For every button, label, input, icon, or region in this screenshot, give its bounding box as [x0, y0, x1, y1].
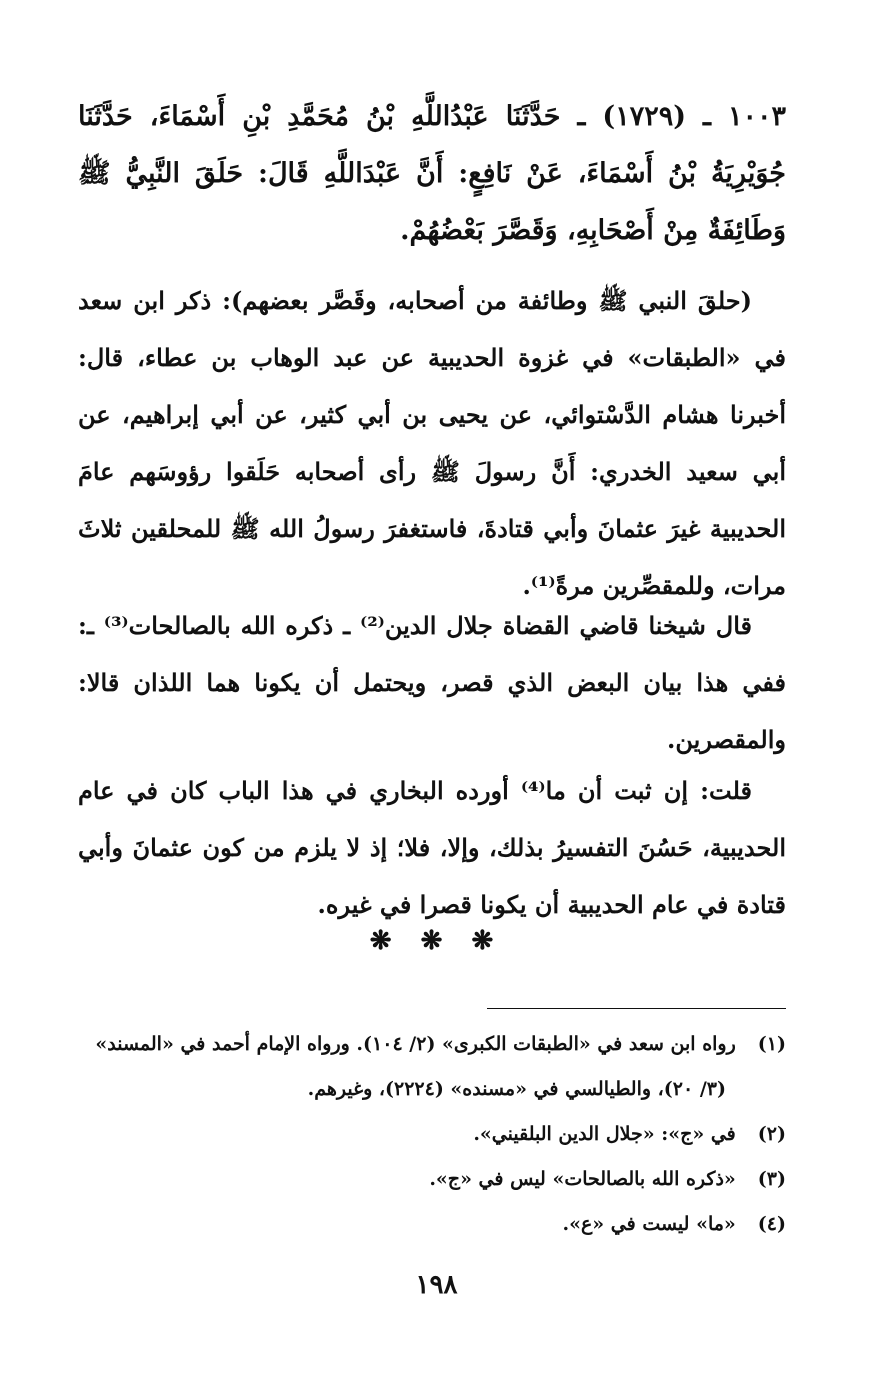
footnote-divider — [487, 1008, 786, 1009]
commentary-paragraph-1-text: (حلقَ النبي ﷺ وطائفة من أصحابه، وقَصَّر بعضهم): ذكر ابن سعد في «الطبقات» في غزوة الحديبية عن عبد الوهاب بن عطاء، قال: أخبرنا هشام الدَّسْتوائي، عن يحيى بن أبي كثير، عن أبي إبراهيم، عن أبي سعيد الخدري: أَنَّ رسولَ ﷺ رأى أصحابه حَلَقوا رؤوسَهم عامَ الحديبية غيرَ عثمانَ وأبي قتادةَ، فاستغفرَ رسولُ الله ﷺ للمحلقين ثلاثَ مرات، وللمقصِّرين مرةً⁽¹⁾. — [78, 286, 786, 600]
footnotes — [78, 1022, 786, 1247]
footnote-4 — [78, 1202, 786, 1247]
footnote-number: (٤) — [757, 1213, 786, 1235]
footnote-text: رواه ابن سعد في «الطبقات الكبرى» (٢/ ١٠٤). ورواه الإمام أحمد في «المسند» — [95, 1033, 736, 1055]
hadith-text: ١٠٠٣ ـ (١٧٢٩) ـ حَدَّثَنَا عَبْدُاللَّهِ بْنُ مُحَمَّدِ بْنِ أَسْمَاءَ، حَدَّثَنَا جُوَيْرِيَةُ بْنُ أَسْمَاءَ، عَنْ نَافِعٍ: أَنَّ عَبْدَاللَّهِ قَالَ: حَلَقَ النَّبِيُّ ﷺ وَطَائِفَةٌ مِنْ أَصْحَابِهِ، وَقَصَّرَ بَعْضُهُمْ. — [78, 101, 786, 246]
commentary-paragraph-2-text: قال شيخنا قاضي القضاة جلال الدين⁽²⁾ ـ ذكره الله بالصالحات⁽³⁾ ـ: ففي هذا بيان البعض الذي قصر، ويحتمل أن يكونا هما اللذان قالا: والمقصرين. — [78, 611, 787, 754]
section-separator: ❋ ❋ ❋ — [369, 926, 504, 956]
footnote-2 — [78, 1112, 786, 1157]
commentary-paragraph-2 — [78, 597, 786, 768]
footnote-number: (٣) — [757, 1168, 786, 1190]
footnote-text: «ما» ليست في «ع». — [562, 1213, 736, 1235]
footnote-number: (٢) — [757, 1123, 786, 1145]
commentary-paragraph-3-text: قلت: إن ثبت أن ما⁽⁴⁾ أورده البخاري في هذا الباب كان في عام الحديبية، حَسُنَ التفسيرُ بذلك، وإلا، فلا؛ إذ لا يلزم من كون عثمانَ وأبي قتادة في عام الحديبية أن يكونا قصرا في غيره. — [78, 776, 786, 919]
footnote-text: «ذكره الله بالصالحات» ليس في «ج». — [429, 1168, 736, 1190]
footnote-text: في «ج»: «جلال الدين البلقيني». — [473, 1123, 736, 1145]
footnote-1-continuation: (٣/ ٢٠)، والطيالسي في «مسنده» (٢٢٢٤)، وغيرهم. — [307, 1078, 726, 1100]
commentary-paragraph-1 — [78, 272, 786, 614]
footnote-1 — [78, 1022, 786, 1067]
footnote-number: (١) — [757, 1033, 786, 1055]
page-number: ١٩٨ — [415, 1270, 458, 1300]
commentary-paragraph-3 — [78, 762, 786, 933]
footnote-3 — [78, 1157, 786, 1202]
